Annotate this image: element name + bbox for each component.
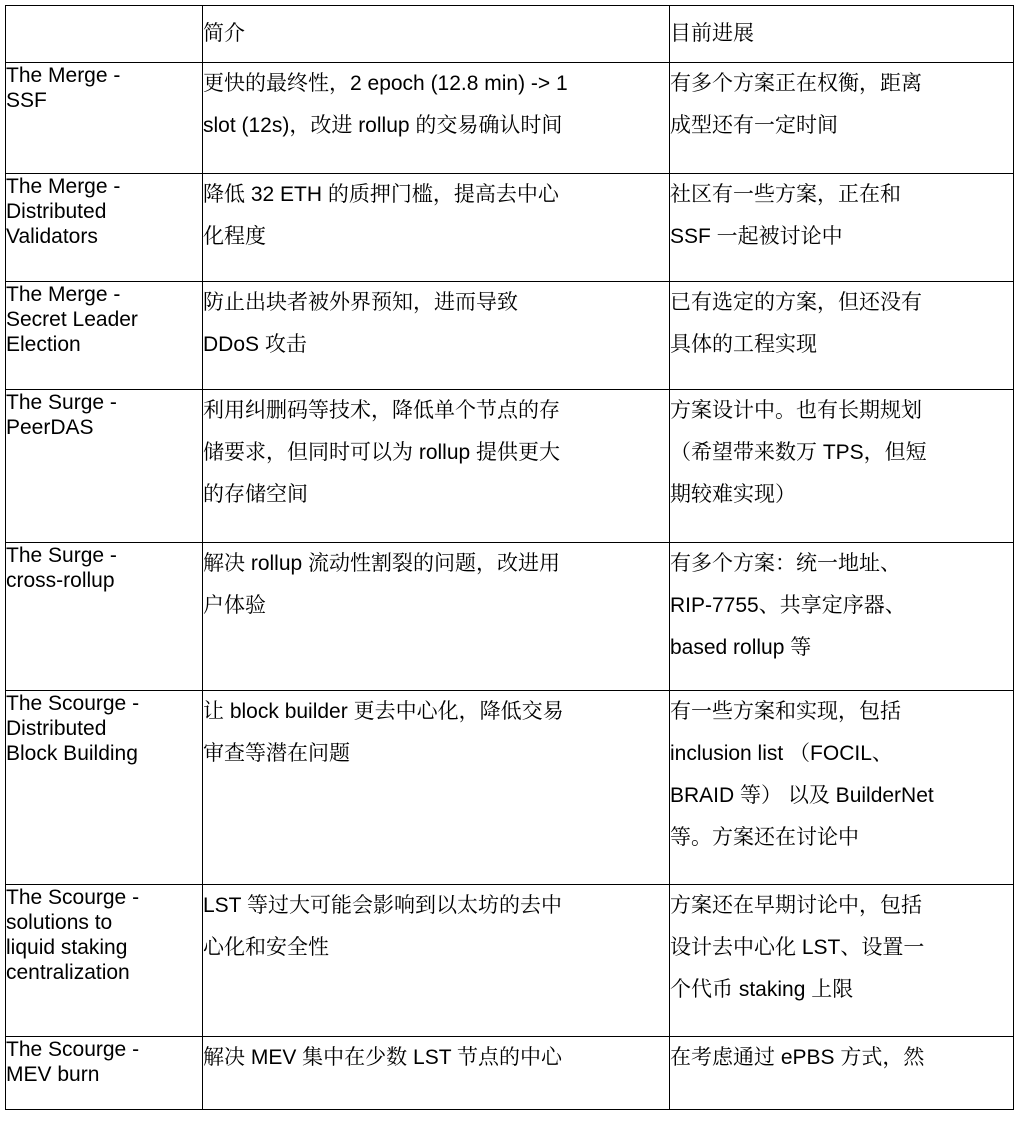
progress-cell: 社区有一些方案，正在和 SSF 一起被讨论中 [670, 174, 1014, 282]
progress-cell: 已有选定的方案，但还没有 具体的工程实现 [670, 282, 1014, 390]
summary-cell: LST 等过大可能会影响到以太坊的去中 心化和安全性 [203, 885, 670, 1037]
summary-cell: 解决 MEV 集中在少数 LST 节点的中心 [203, 1037, 670, 1110]
table-row [6, 390, 1014, 543]
summary-cell: 更快的最终性，2 epoch (12.8 min) -> 1 slot (12s)，改进 rollup 的交易确认时间 [203, 63, 670, 174]
topic-cell: The Surge - cross-rollup [6, 543, 203, 691]
topic-cell: The Merge - SSF [6, 63, 203, 174]
progress-cell: 方案还在早期讨论中，包括 设计去中心化 LST、设置一 个代币 staking 上限 [670, 885, 1014, 1037]
topic-cell: The Scourge - MEV burn [6, 1037, 203, 1110]
topic-cell: The Scourge - Distributed Block Building [6, 691, 203, 885]
table-row [6, 1037, 1014, 1110]
topic-cell: The Scourge - solutions to liquid staking centralization [6, 885, 203, 1037]
summary-cell: 解决 rollup 流动性割裂的问题，改进用 户体验 [203, 543, 670, 691]
topic-cell: The Merge - Secret Leader Election [6, 282, 203, 390]
roadmap-table [5, 5, 1014, 1110]
table-row [6, 174, 1014, 282]
summary-cell: 防止出块者被外界预知，进而导致 DDoS 攻击 [203, 282, 670, 390]
summary-cell: 让 block builder 更去中心化，降低交易 审查等潜在问题 [203, 691, 670, 885]
header-cell-progress: 目前进展 [670, 6, 1014, 63]
summary-cell: 降低 32 ETH 的质押门槛，提高去中心 化程度 [203, 174, 670, 282]
table-header-row [6, 6, 1014, 63]
progress-cell: 有一些方案和实现，包括 inclusion list （FOCIL、 BRAID 等） 以及 BuilderNet 等。方案还在讨论中 [670, 691, 1014, 885]
table-row [6, 282, 1014, 390]
summary-cell: 利用纠删码等技术，降低单个节点的存 储要求，但同时可以为 rollup 提供更大 的存储空间 [203, 390, 670, 543]
topic-cell: The Merge - Distributed Validators [6, 174, 203, 282]
progress-cell: 方案设计中。也有长期规划 （希望带来数万 TPS，但短 期较难实现） [670, 390, 1014, 543]
table-row [6, 885, 1014, 1037]
header-cell-topic [6, 6, 203, 63]
table-row [6, 543, 1014, 691]
topic-cell: The Surge - PeerDAS [6, 390, 203, 543]
header-cell-summary: 简介 [203, 6, 670, 63]
progress-cell: 有多个方案：统一地址、 RIP-7755、共享定序器、 based rollup 等 [670, 543, 1014, 691]
table-row [6, 63, 1014, 174]
progress-cell: 有多个方案正在权衡，距离 成型还有一定时间 [670, 63, 1014, 174]
progress-cell: 在考虑通过 ePBS 方式，然 [670, 1037, 1014, 1110]
table-row [6, 691, 1014, 885]
